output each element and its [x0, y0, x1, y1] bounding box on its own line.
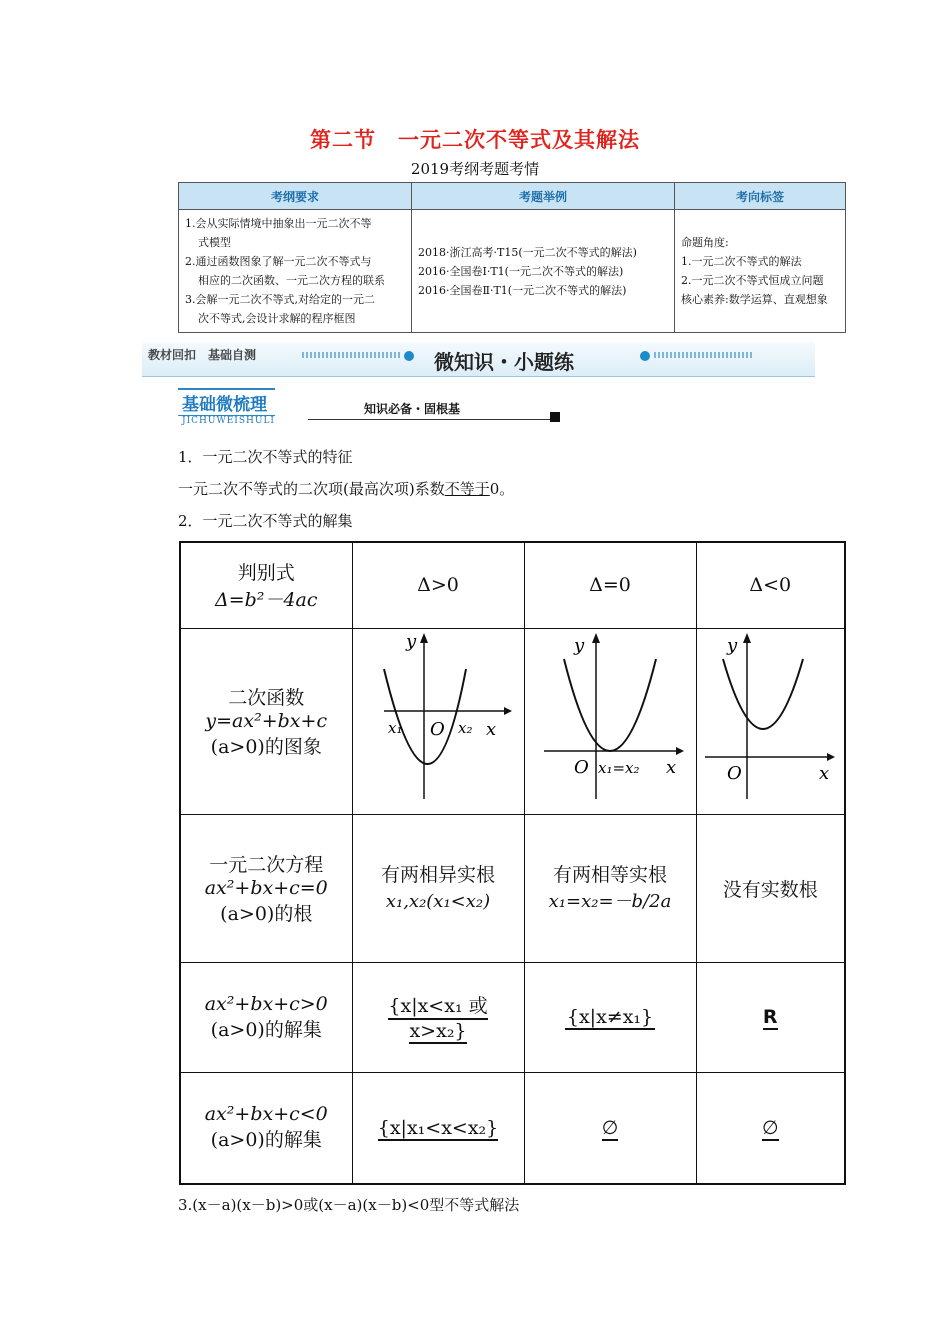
- svg-text:x₁=x₂: x₁=x₂: [598, 758, 640, 777]
- row-roots-label: 一元二次方程 ax²+bx+c=0 (a>0)的根: [180, 814, 352, 962]
- banner-circle-right-icon: [640, 351, 650, 361]
- para-3: 2．一元二次不等式的解集: [178, 512, 353, 530]
- solution-gt-gt: {x|x<x₁ 或 x>x₂}: [352, 962, 524, 1072]
- exam-tags-cell: 命题角度: 1.一元二次不等式的解法 2.一元二次不等式恒成立问题 核心素养:数学运算、直观想象: [675, 210, 846, 333]
- graph-one-root: [524, 628, 696, 814]
- solution-gt-eq: {x|x≠x₁}: [524, 962, 696, 1072]
- row-gt-solution-label: ax²+bx+c>0 (a>0)的解集: [180, 962, 352, 1072]
- graph-y-label: y: [406, 630, 417, 652]
- solution-gt-lt: R: [696, 962, 845, 1072]
- page-title: 第二节 一元二次不等式及其解法: [310, 127, 640, 152]
- section-banner: [142, 342, 815, 377]
- row-graph-label: 二次函数 y=ax²+bx+c (a>0)的图象: [180, 628, 352, 814]
- exam-header-tags: 考向标签: [675, 183, 846, 210]
- solution-table: [179, 541, 846, 1185]
- svg-text:O: O: [574, 756, 589, 778]
- header-delta-gt: Δ>0: [352, 542, 524, 628]
- svg-text:x₁: x₁: [388, 718, 403, 737]
- para-2: 一元二次不等式的二次项(最高次项)系数不等于0。: [178, 480, 515, 498]
- graph-two-roots: [352, 628, 524, 814]
- header-delta-eq: Δ=0: [524, 542, 696, 628]
- para-1: 1．一元二次不等式的特征: [178, 448, 353, 466]
- exam-examples-cell: 2018·浙江高考·T15(一元二次不等式的解法) 2016·全国卷Ⅰ·T1(一元二次不等式的解法) 2016·全国卷Ⅱ·T1(一元二次不等式的解法): [412, 210, 675, 333]
- banner-dots-left: [302, 352, 402, 358]
- solution-lt-gt: {x|x₁<x<x₂}: [352, 1072, 524, 1184]
- svg-text:O: O: [430, 718, 445, 740]
- banner-left-label: 教材回扣 基础自测: [148, 348, 257, 362]
- page-subtitle: 2019考纲考题考情: [410, 160, 540, 178]
- section-subtitle: 知识必备・固根基: [364, 402, 461, 416]
- exam-header-examples: 考题举例: [412, 183, 675, 210]
- exam-header-req: 考纲要求: [179, 183, 412, 210]
- banner-circle-left-icon: [404, 351, 414, 361]
- roots-gt: 有两相异实根 x₁,x₂(x₁<x₂): [352, 814, 524, 962]
- banner-title: 微知识・小题练: [434, 350, 574, 374]
- solution-lt-lt: ∅: [696, 1072, 845, 1184]
- row-lt-solution-label: ax²+bx+c<0 (a>0)的解集: [180, 1072, 352, 1184]
- svg-text:x: x: [819, 762, 830, 784]
- exam-table: [178, 182, 846, 333]
- header-delta-lt: Δ<0: [696, 542, 845, 628]
- svg-text:x: x: [486, 718, 497, 740]
- banner-dots-right: [654, 352, 754, 358]
- section-square-icon: [550, 412, 560, 422]
- para-4: 3.(x－a)(x－b)>0或(x－a)(x－b)<0型不等式解法: [178, 1196, 520, 1214]
- solution-lt-eq: ∅: [524, 1072, 696, 1184]
- svg-text:y: y: [574, 634, 585, 656]
- graph-no-root: [696, 628, 845, 814]
- section-label: [178, 388, 461, 426]
- roots-eq: 有两相等实根 x₁=x₂=－b/2a: [524, 814, 696, 962]
- svg-text:y: y: [727, 634, 738, 656]
- svg-text:O: O: [727, 762, 743, 784]
- svg-text:x: x: [666, 756, 677, 778]
- section-label-cn: 基础微梳理: [178, 388, 275, 416]
- section-label-en: JICHUWEISHULI: [182, 416, 275, 426]
- svg-text:x₂: x₂: [458, 718, 473, 737]
- exam-req-cell: 1.会从实际情境中抽象出一元二次不等 式模型 2.通过函数图象了解一元二次不等式与 相应的二次函数、一元二次方程的联系 3.会解一元二次不等式,对给定的一元二 次不等式,会设计求解的程序框图: [179, 210, 412, 333]
- section-line: [308, 419, 556, 420]
- roots-lt: 没有实数根: [696, 814, 845, 962]
- header-discriminant: 判别式 Δ=b²－4ac: [180, 542, 352, 628]
